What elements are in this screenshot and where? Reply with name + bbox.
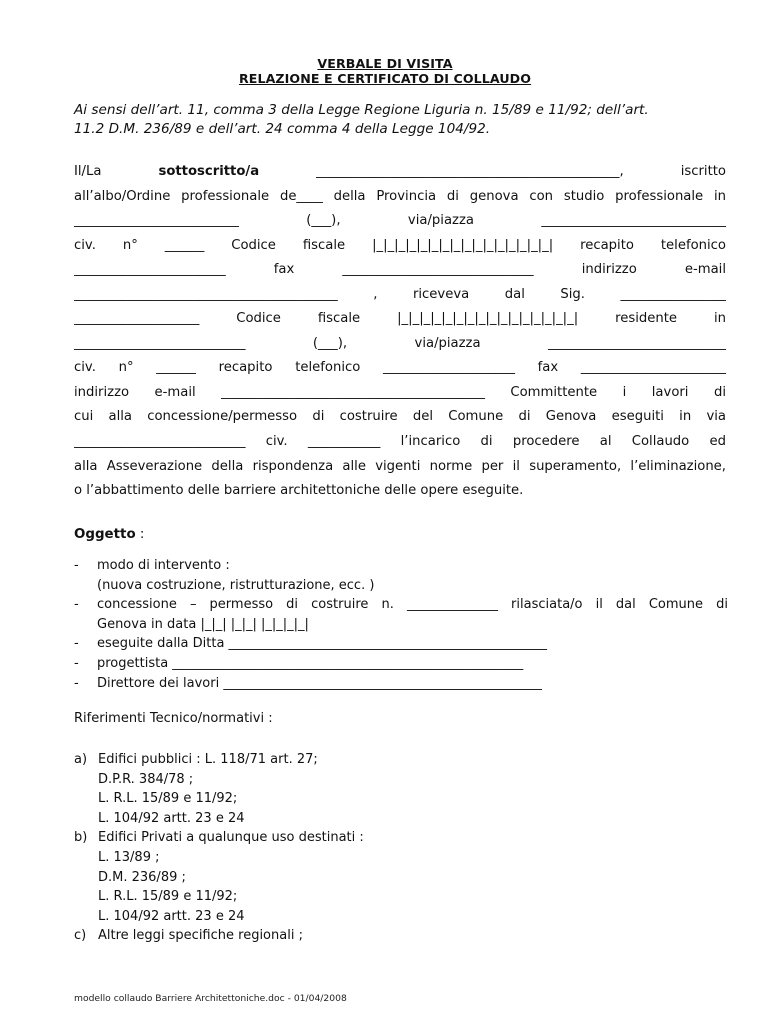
list-item [74,674,728,694]
reference-marker: b) [74,830,88,846]
body-text: ______________________________________________, iscritto [259,164,726,179]
reference-text: L. 104/92 artt. 23 e 24 [98,908,245,924]
reference-item [74,926,674,946]
list-item-text: progettista ______________________________________________________ [97,655,524,671]
reference-item [74,887,674,907]
list-dash: - [74,655,79,671]
list-item [74,556,728,576]
body-line: _________________________ (___), via/piazza ____________________________ [74,213,726,229]
references-list [74,750,674,946]
list-item-continuation [74,615,728,635]
body-line: __________________________ (___), via/piazza ___________________________ [74,335,726,351]
sottoscritto-label: sottoscritto/a [158,164,260,179]
reference-item [74,907,674,927]
body-line: o l’abbattimento delle barriere architettoniche delle opere eseguite. [74,483,524,499]
oggetto-heading [74,527,144,542]
reference-item [74,789,674,809]
reference-item [74,809,674,829]
list-item-text: Genova in data |_|_| |_|_| |_|_|_|_| [97,616,309,632]
reference-marker: c) [74,928,87,944]
reference-text: Edifici pubblici : L. 118/71 art. 27; [98,752,318,767]
oggetto-list [74,556,728,693]
body-line: ___________________ Codice fiscale |_|_|_|_|_|_|_|_|_|_|_|_|_|_|_|_| residente in [74,311,726,327]
reference-text: L. R.L. 15/89 e 11/92; [98,791,238,807]
body-line: all’albo/Ordine professionale de____ della Provincia di genova con studio professionale in [74,188,726,204]
reference-text: D.P.R. 384/78 ; [98,771,194,787]
reference-text: D.M. 236/89 ; [98,869,186,885]
list-dash: - [74,597,79,613]
riferimenti-heading: Riferimenti Tecnico/normativi : [74,711,273,726]
body-line: civ. n° ______ recapito telefonico ____________________ fax ______________________ [74,360,726,376]
list-item-text: modo di intervento : [97,558,230,573]
oggetto-colon: : [135,527,145,542]
page-footer: modello collaudo Barriere Architettoniche.doc - 01/04/2008 [74,993,347,1004]
body-line: ________________________________________ , riceveva dal Sig. ________________ [74,286,726,302]
reference-text: Altre leggi specifiche regionali ; [98,928,303,944]
intro-line-1: Ai sensi dell’art. 11, comma 3 della Legge Regione Liguria n. 15/89 e 11/92; dell’art. [74,102,649,118]
reference-item [74,848,674,868]
list-item-text: concessione – permesso di costruire n. ______________ rilasciata/o il dal Comune di [97,597,728,613]
body-line: alla Asseverazione della rispondenza alle vigenti norme per il superamento, l’eliminazione, [74,458,726,474]
oggetto-label: Oggetto [74,527,136,542]
reference-text: Edifici Privati a qualunque uso destinati : [98,830,364,846]
declaration-body [74,160,726,504]
body-line: _______________________ fax _____________________________ indirizzo e-mail [74,262,726,278]
reference-text: L. 13/89 ; [98,849,160,865]
body-line [74,160,726,185]
list-dash: - [74,675,79,691]
body-line: cui alla concessione/permesso di costruire del Comune di Genova eseguiti in via [74,409,726,425]
list-item-text: eseguite dalla Ditta _________________________________________________ [97,636,548,652]
list-item-text: Direttore dei lavori _________________________________________________ [97,675,542,691]
list-item [74,654,728,674]
reference-item [74,770,674,790]
intro-line-2: 11.2 D.M. 236/89 e dell’art. 24 comma 4 della Legge 104/92. [74,121,491,137]
reference-item [74,828,674,848]
document-subtitle: RELAZIONE E CERTIFICATO DI COLLAUDO [238,71,532,86]
list-item [74,595,728,615]
list-dash: - [74,636,79,652]
reference-text: L. 104/92 artt. 23 e 24 [98,810,245,826]
body-line: civ. n° ______ Codice fiscale |_|_|_|_|_|_|_|_|_|_|_|_|_|_|_|_| recapito telefonico [74,237,726,253]
list-item [74,634,728,654]
body-line: indirizzo e-mail ________________________________________ Committente i lavori di [74,384,726,400]
list-dash: - [74,558,79,573]
reference-marker: a) [74,752,88,767]
body-line: __________________________ civ. ___________ l’incarico di procedere al Collaudo ed [74,434,726,450]
document-title: VERBALE DI VISITA [317,56,453,71]
reference-item [74,868,674,888]
reference-text: L. R.L. 15/89 e 11/92; [98,889,238,905]
list-item-text: (nuova costruzione, ristrutturazione, ecc. ) [97,577,375,593]
list-item-continuation [74,576,728,596]
body-text: Il/La [74,164,159,179]
reference-item [74,750,674,770]
